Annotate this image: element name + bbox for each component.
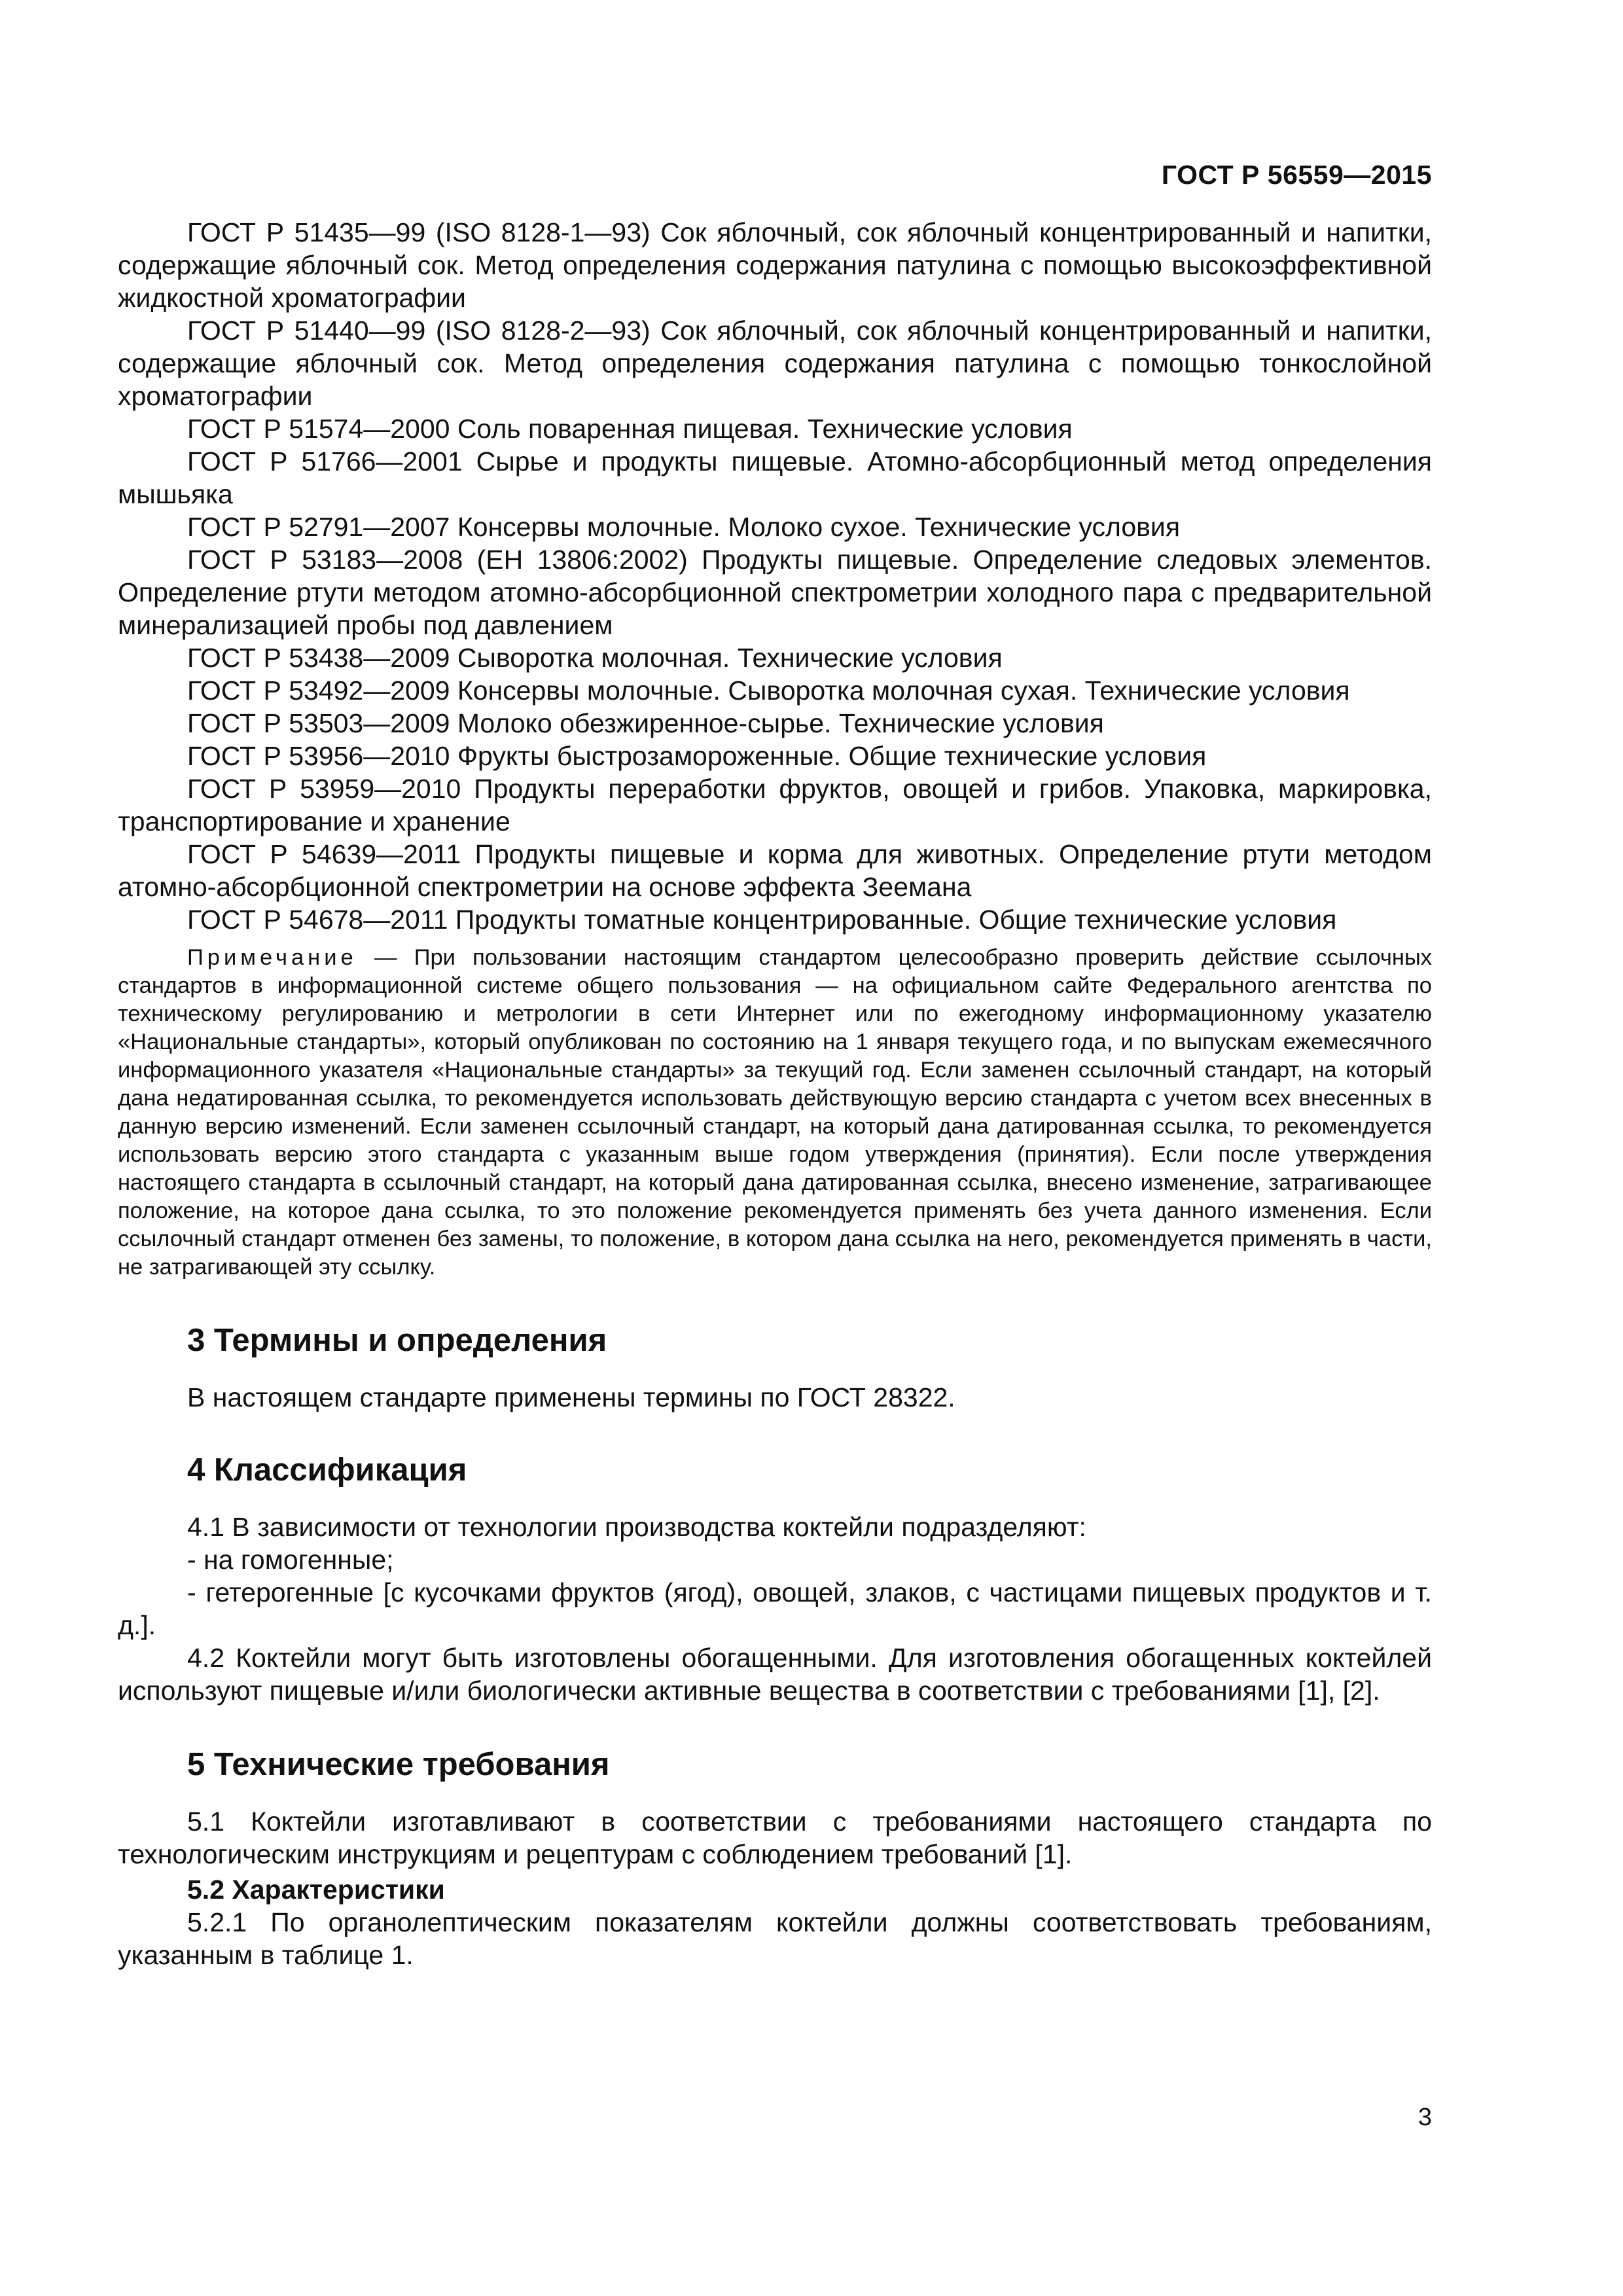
reference-item: ГОСТ Р 53956—2010 Фрукты быстрозамороженные. Общие технические условия — [187, 741, 1207, 771]
reference-item: ГОСТ Р 54639—2011 Продукты пищевые и корма для животных. Определение ртути методом атомно-абсорбционной спектрометрии на основе эффекта Зеемана — [118, 839, 1432, 902]
reference-item: ГОСТ Р 52791—2007 Консервы молочные. Молоко сухое. Технические условия — [187, 512, 1181, 542]
reference-item: ГОСТ Р 54678—2011 Продукты томатные концентрированные. Общие технические условия — [187, 905, 1337, 935]
note-text: — При пользовании настоящим стандартом целесообразно проверить действие ссылочных стандартов в информационной системе общего пользования — на официальном сайте Федерального агентства по техническому регулированию и метрологии в сети Интернет или по ежегодному информационному указателю «Национальные стандарты», который опубликован по состоянию на 1 января текущего года, и по выпускам ежемесячного информационного указателя «Национальные стандарты» за текущий год. Если заменен ссылочный стандарт, на который дана недатированная ссылка, то рекомендуется использовать действующую версию стандарта с учетом всех внесенных в данную версию изменений. Если заменен ссылочный стандарт, на который дана датированная ссылка, то рекомендуется использовать версию этого стандарта с указанным выше годом утверждения (принятия). Если после утверждения настоящего стандарта в ссылочный стандарт, на который дана датированная ссылка, внесено изменение, затрагивающее положение, на которое дана ссылка, то это положение рекомендуется применять без учета данного изменения. Если ссылочный стандарт отменен без замены, то положение, в котором дана ссылка на него, рекомендуется применять в части, не затрагивающей эту ссылку. — [118, 945, 1433, 1280]
reference-item: ГОСТ Р 53183—2008 (ЕН 13806:2002) Продукты пищевые. Определение следовых элементов. Определение ртути методом атомно-абсорбционной спектрометрии холодного пара с предварительной минерализацией пробы под давлением — [118, 545, 1432, 640]
page-number: 3 — [1418, 2104, 1432, 2131]
section-5-1-text: 5.1 Коктейли изготавливают в соответствии с требованиями настоящего стандарта по технологическим инструкциям и рецептурам с соблюдением требований [1]. — [118, 1806, 1432, 1869]
reference-item: ГОСТ Р 53492—2009 Консервы молочные. Сыворотка молочная сухая. Технические условия — [187, 675, 1350, 706]
section-3-text: В настоящем стандарте применены термины по ГОСТ 28322. — [187, 1382, 955, 1412]
note-paragraph — [118, 944, 1432, 1282]
section-5-heading: 5 Технические требования — [187, 1747, 610, 1782]
section-3-heading: 3 Термины и определения — [187, 1323, 607, 1358]
section-5-2-heading: 5.2 Характеристики — [187, 1874, 445, 1905]
section-4-1-text: 4.1 В зависимости от технологии производства коктейли подразделяют: — [187, 1512, 1086, 1542]
list-item: - гетерогенные [с кусочками фруктов (ягод), овощей, злаков, с частицами пищевых продуктов и т. д.]. — [118, 1577, 1432, 1640]
reference-item: ГОСТ Р 53438—2009 Сыворотка молочная. Технические условия — [187, 643, 1003, 673]
references-list — [118, 216, 1432, 936]
section-5-2-1-text: 5.2.1 По органолептическим показателям коктейли должны соответствовать требованиям, указанным в таблице 1. — [118, 1907, 1432, 1970]
reference-item: ГОСТ Р 53959—2010 Продукты переработки фруктов, овощей и грибов. Упаковка, маркировка, транспортирование и хранение — [118, 774, 1432, 836]
section-4-heading: 4 Классификация — [187, 1452, 467, 1488]
page-content — [118, 216, 1432, 1971]
list-item: - на гомогенные; — [187, 1545, 394, 1575]
reference-item: ГОСТ Р 51440—99 (ISO 8128-2—93) Сок яблочный, сок яблочный концентрированный и напитки, содержащие яблочный сок. Метод определения содержания патулина с помощью тонкослойной хроматографии — [118, 315, 1432, 411]
reference-item: ГОСТ Р 51574—2000 Соль поваренная пищевая. Технические условия — [187, 414, 1073, 444]
reference-item: ГОСТ Р 51766—2001 Сырье и продукты пищевые. Атомно-абсорбционный метод определения мышьяка — [118, 446, 1432, 509]
reference-item: ГОСТ Р 51435—99 (ISO 8128-1—93) Сок яблочный, сок яблочный концентрированный и напитки, содержащие яблочный сок. Метод определения содержания патулина с помощью высокоэффективной жидкостной хроматографии — [118, 217, 1432, 313]
reference-item: ГОСТ Р 53503—2009 Молоко обезжиренное-сырье. Технические условия — [187, 708, 1104, 738]
standard-code-header: ГОСТ Р 56559—2015 — [1161, 160, 1432, 190]
note-label: Примечание — [187, 945, 357, 970]
section-4-2-text: 4.2 Коктейли могут быть изготовлены обогащенными. Для изготовления обогащенных коктейлей используют пищевые и/или биологически активные вещества в соответствии с требованиями [1], [2]. — [118, 1643, 1432, 1706]
